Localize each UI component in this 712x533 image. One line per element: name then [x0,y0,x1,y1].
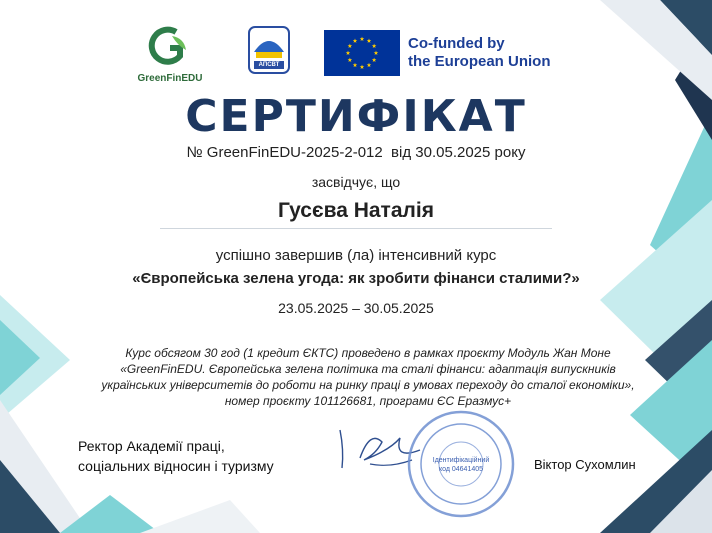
recipient-name: Гусєва Наталія [278,199,434,222]
academy-label: АПСВТ [258,62,280,68]
stamp-line2: код 04641405 [438,466,484,473]
eu-funding-text [408,35,551,71]
academy-logo [246,24,292,76]
eu-line1: Co-funded by [408,35,505,52]
course-dates: 23.05.2025 – 30.05.2025 [278,300,434,316]
rector-line1: Ректор Академії праці, [78,438,225,454]
eu-line2: the European Union [408,53,551,70]
rector-title [78,436,338,476]
name-underline [160,228,552,229]
rector-line2: соціальних відносин і туризму [78,458,274,474]
signer-name: Віктор Сухомлин [534,457,636,472]
academy-emblem-icon [246,24,292,76]
certificate-title: СЕРТИФІКАТ [185,91,527,142]
course-title: «Європейська зелена угода: як зробити фінанси сталими?» [132,270,580,287]
certifies-text: засвідчує, що [311,174,401,190]
certificate-number: № GreenFinEDU-2025-2-012 від 30.05.2025 року [186,144,526,161]
greenfinedu-logo [128,26,212,82]
greenfinedu-g-icon [128,26,212,70]
completed-text: успішно завершив (ла) інтенсивний курс [215,247,497,264]
stamp-line1: Ідентифікаційний [432,457,490,464]
greenfinedu-label: GreenFinEDU [137,73,203,84]
eu-flag-icon [324,30,400,76]
official-stamp [396,408,526,520]
deco-grey-bottom [140,500,260,533]
course-description: Курс обсягом 30 год (1 кредит ЄКТС) проведено в рамках проєкту Модуль Жан Моне «GreenFinEDU. Європейська зелена політика та сталі фінанси: адаптація випускників українських університетів до роботи на ринку праці в умовах переходу до сталої економіки», номер проєкту 101126681, програми ЄС Еразмус+ [101,346,635,408]
